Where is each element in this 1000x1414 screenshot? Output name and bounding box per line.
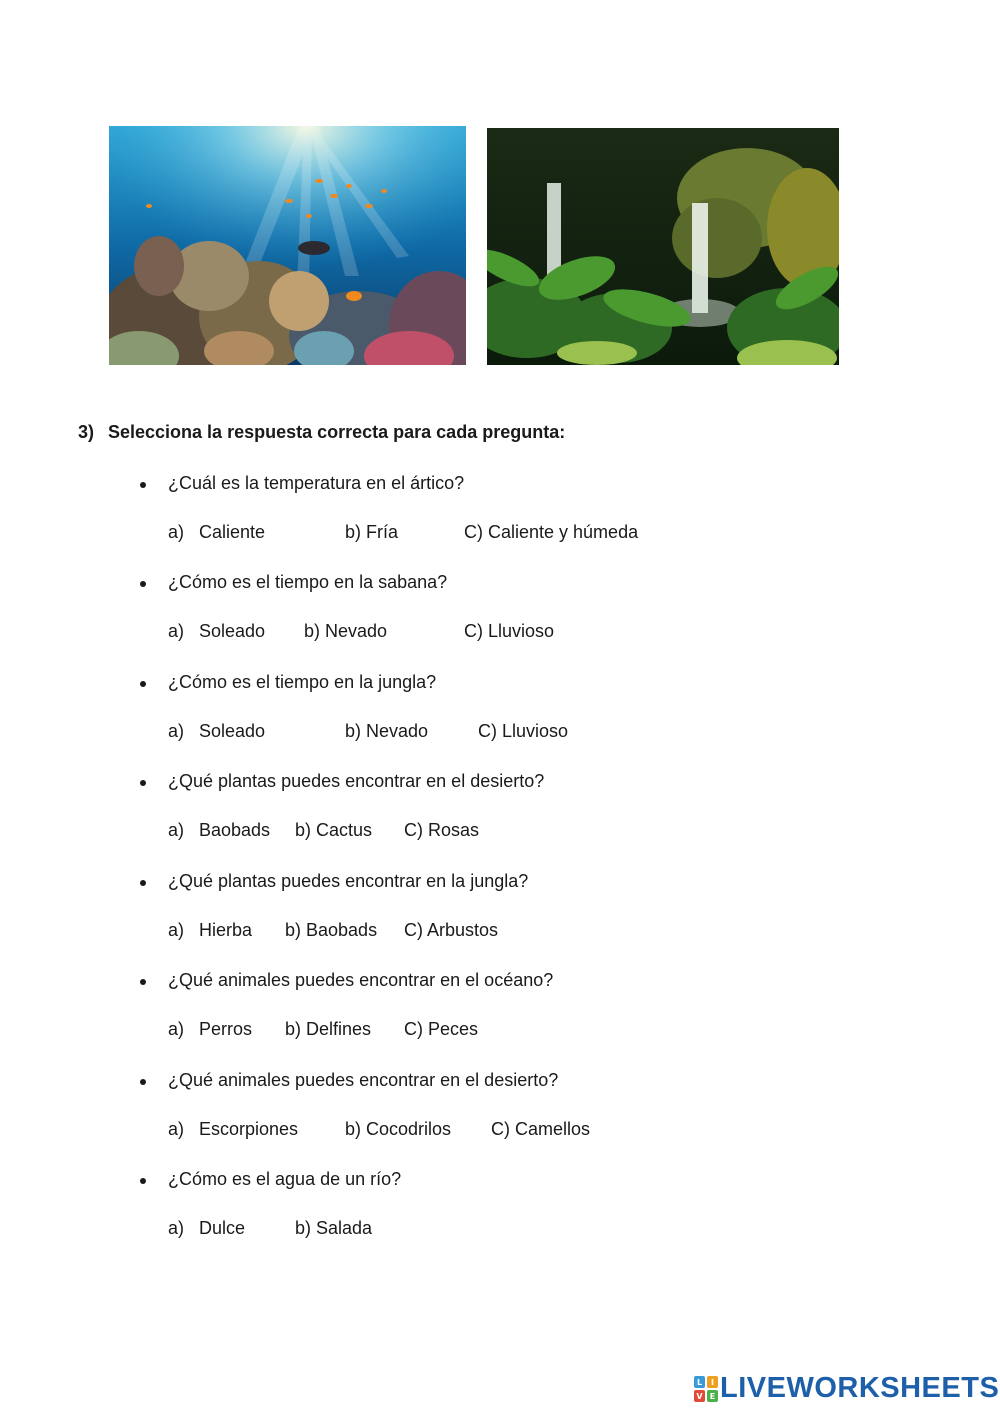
option-c[interactable]: C) Caliente y húmeda xyxy=(464,522,639,542)
option-b[interactable]: b) Cactus xyxy=(295,820,373,840)
option-b[interactable]: b) Nevado xyxy=(345,721,429,741)
bullet-icon xyxy=(140,1079,146,1085)
svg-text:V: V xyxy=(696,1392,703,1401)
option-a[interactable]: Escorpiones xyxy=(199,1119,299,1139)
option-b[interactable]: b) Cocodrilos xyxy=(345,1119,452,1139)
jungle-waterfall-photo xyxy=(487,128,839,365)
question-text: ¿Cuál es la temperatura en el ártico? xyxy=(168,473,465,493)
option-c[interactable]: C) Peces xyxy=(404,1019,479,1039)
option-c[interactable]: C) Rosas xyxy=(404,820,480,840)
option-a[interactable]: Baobads xyxy=(199,820,271,840)
question-text: ¿Qué animales puedes encontrar en el desierto? xyxy=(168,1070,559,1090)
option-a[interactable]: Soleado xyxy=(199,621,266,641)
option-letter: a) xyxy=(168,721,185,741)
bullet-icon xyxy=(140,1178,146,1184)
section-title: Selecciona la respuesta correcta para cada pregunta: xyxy=(108,422,566,442)
question-text: ¿Cómo es el agua de un río? xyxy=(168,1169,402,1189)
option-c[interactable]: C) Lluvioso xyxy=(464,621,555,641)
svg-text:I: I xyxy=(711,1378,714,1387)
option-a[interactable]: Caliente xyxy=(199,522,266,542)
option-b[interactable]: b) Salada xyxy=(295,1218,373,1238)
bullet-icon xyxy=(140,979,146,985)
liveworksheets-logo-icon xyxy=(694,1376,718,1402)
bullet-icon xyxy=(140,681,146,687)
option-a[interactable]: Soleado xyxy=(199,721,266,741)
svg-text:E: E xyxy=(709,1392,716,1401)
brand-name: LIVEWORKSHEETS xyxy=(720,1372,1000,1404)
option-letter: a) xyxy=(168,1119,185,1139)
option-c[interactable]: C) Camellos xyxy=(491,1119,591,1139)
option-letter: a) xyxy=(168,522,185,542)
option-c[interactable]: C) Lluvioso xyxy=(478,721,569,741)
liveworksheets-brand[interactable] xyxy=(694,1372,1000,1408)
bullet-icon xyxy=(140,482,146,488)
question-text: ¿Qué animales puedes encontrar en el océano? xyxy=(168,970,554,990)
question-text: ¿Cómo es el tiempo en la jungla? xyxy=(168,672,437,692)
svg-text:L: L xyxy=(696,1378,703,1387)
option-a[interactable]: Perros xyxy=(199,1019,253,1039)
option-b[interactable]: b) Fría xyxy=(345,522,399,542)
question-text: ¿Qué plantas puedes encontrar en el desierto? xyxy=(168,771,545,791)
option-letter: a) xyxy=(168,621,185,641)
option-b[interactable]: b) Baobads xyxy=(285,920,378,940)
option-b[interactable]: b) Delfines xyxy=(285,1019,372,1039)
bullet-icon xyxy=(140,581,146,587)
option-letter: a) xyxy=(168,920,185,940)
option-letter: a) xyxy=(168,1218,185,1238)
option-a[interactable]: Hierba xyxy=(199,920,253,940)
section-number: 3) xyxy=(78,422,95,442)
question-text: ¿Qué plantas puedes encontrar en la jungla? xyxy=(168,871,529,891)
option-b[interactable]: b) Nevado xyxy=(304,621,388,641)
bullet-icon xyxy=(140,880,146,886)
option-letter: a) xyxy=(168,1019,185,1039)
coral-reef-photo xyxy=(109,126,466,365)
option-a[interactable]: Dulce xyxy=(199,1218,246,1238)
bullet-icon xyxy=(140,780,146,786)
option-letter: a) xyxy=(168,820,185,840)
question-text: ¿Cómo es el tiempo en la sabana? xyxy=(168,572,448,592)
option-c[interactable]: C) Arbustos xyxy=(404,920,499,940)
